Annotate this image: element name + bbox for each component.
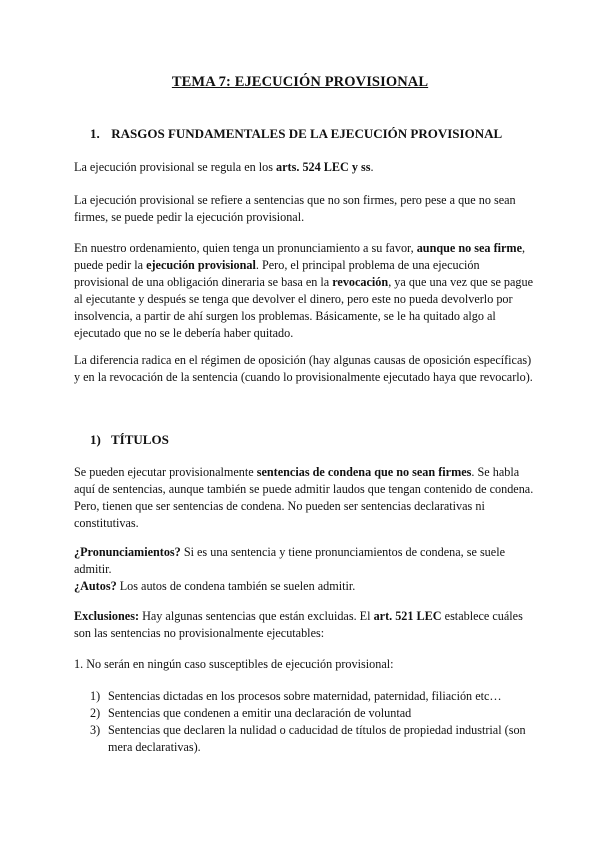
paragraph-no-seran: 1. No serán en ningún caso susceptibles de ejecución provisional: <box>74 657 394 671</box>
exclusions-list <box>90 688 530 756</box>
section-heading-text: RASGOS FUNDAMENTALES DE LA EJECUCIÓN PROVISIONAL <box>111 126 503 141</box>
page-title: TEMA 7: EJECUCIÓN PROVISIONAL <box>171 74 429 90</box>
paragraph-diferencia: La diferencia radica en el régimen de oposición (hay algunas causas de oposición específicas) y en la revocación de la sentencia (cuando lo provisionalmente ejecutado haya que revocarlo). <box>74 353 533 384</box>
list-item: 3) Sentencias que declaren la nulidad o caducidad de títulos de propiedad industrial (son mera declarativas). <box>90 723 526 754</box>
paragraph-regulacion: La ejecución provisional se regula en los arts. 524 LEC y ss. <box>74 160 374 174</box>
paragraph-titulos: Se pueden ejecutar provisionalmente sentencias de condena que no sean firmes. Se habla aquí de sentencias, aunque también se puede admitir laudos que tengan contenido de condena. Pero, tienen que ser sentencias de condena. No pueden ser sentencias declarativas ni constitutivas. <box>74 465 534 530</box>
section-number: 1) <box>90 432 101 447</box>
paragraph-ordenamiento: En nuestro ordenamiento, quien tenga un pronunciamiento a su favor, aunque no sea firme, puede pedir la ejecución provisional. Pero, el principal problema de una ejecución provisional de una obligación dineraria se basa en la revocación, ya que una vez que se pague al ejecutante y después se tenga que devolver el dinero, pero este no pueda devolverlo por insolvencia, a partir de ahí surgen los problemas. Básicamente, se le ha quitado algo al ejecutado que no se le debería haber quitado. <box>74 241 534 340</box>
section-heading-rasgos <box>90 126 502 142</box>
section-number: 1. <box>90 126 100 141</box>
paragraph-definicion: La ejecución provisional se refiere a sentencias que no son firmes, pero pese a que no sean firmes, se puede pedir la ejecución provisional. <box>74 193 516 224</box>
paragraph-pronunciamientos: ¿Pronunciamientos? Si es una sentencia y tiene pronunciamientos de condena, se suele admitir. ¿Autos? Los autos de condena también se suelen admitir. <box>74 545 505 593</box>
paragraph-exclusiones: Exclusiones: Hay algunas sentencias que están excluidas. El art. 521 LEC establece cuáles son las sentencias no provisionalmente ejecutables: <box>74 609 523 640</box>
list-item: 2) Sentencias que condenen a emitir una declaración de voluntad <box>90 706 412 720</box>
section-heading-titulos <box>90 432 169 448</box>
list-item: 1) Sentencias dictadas en los procesos sobre maternidad, paternidad, filiación etc… <box>90 689 502 703</box>
section-heading-text: TÍTULOS <box>111 432 169 447</box>
